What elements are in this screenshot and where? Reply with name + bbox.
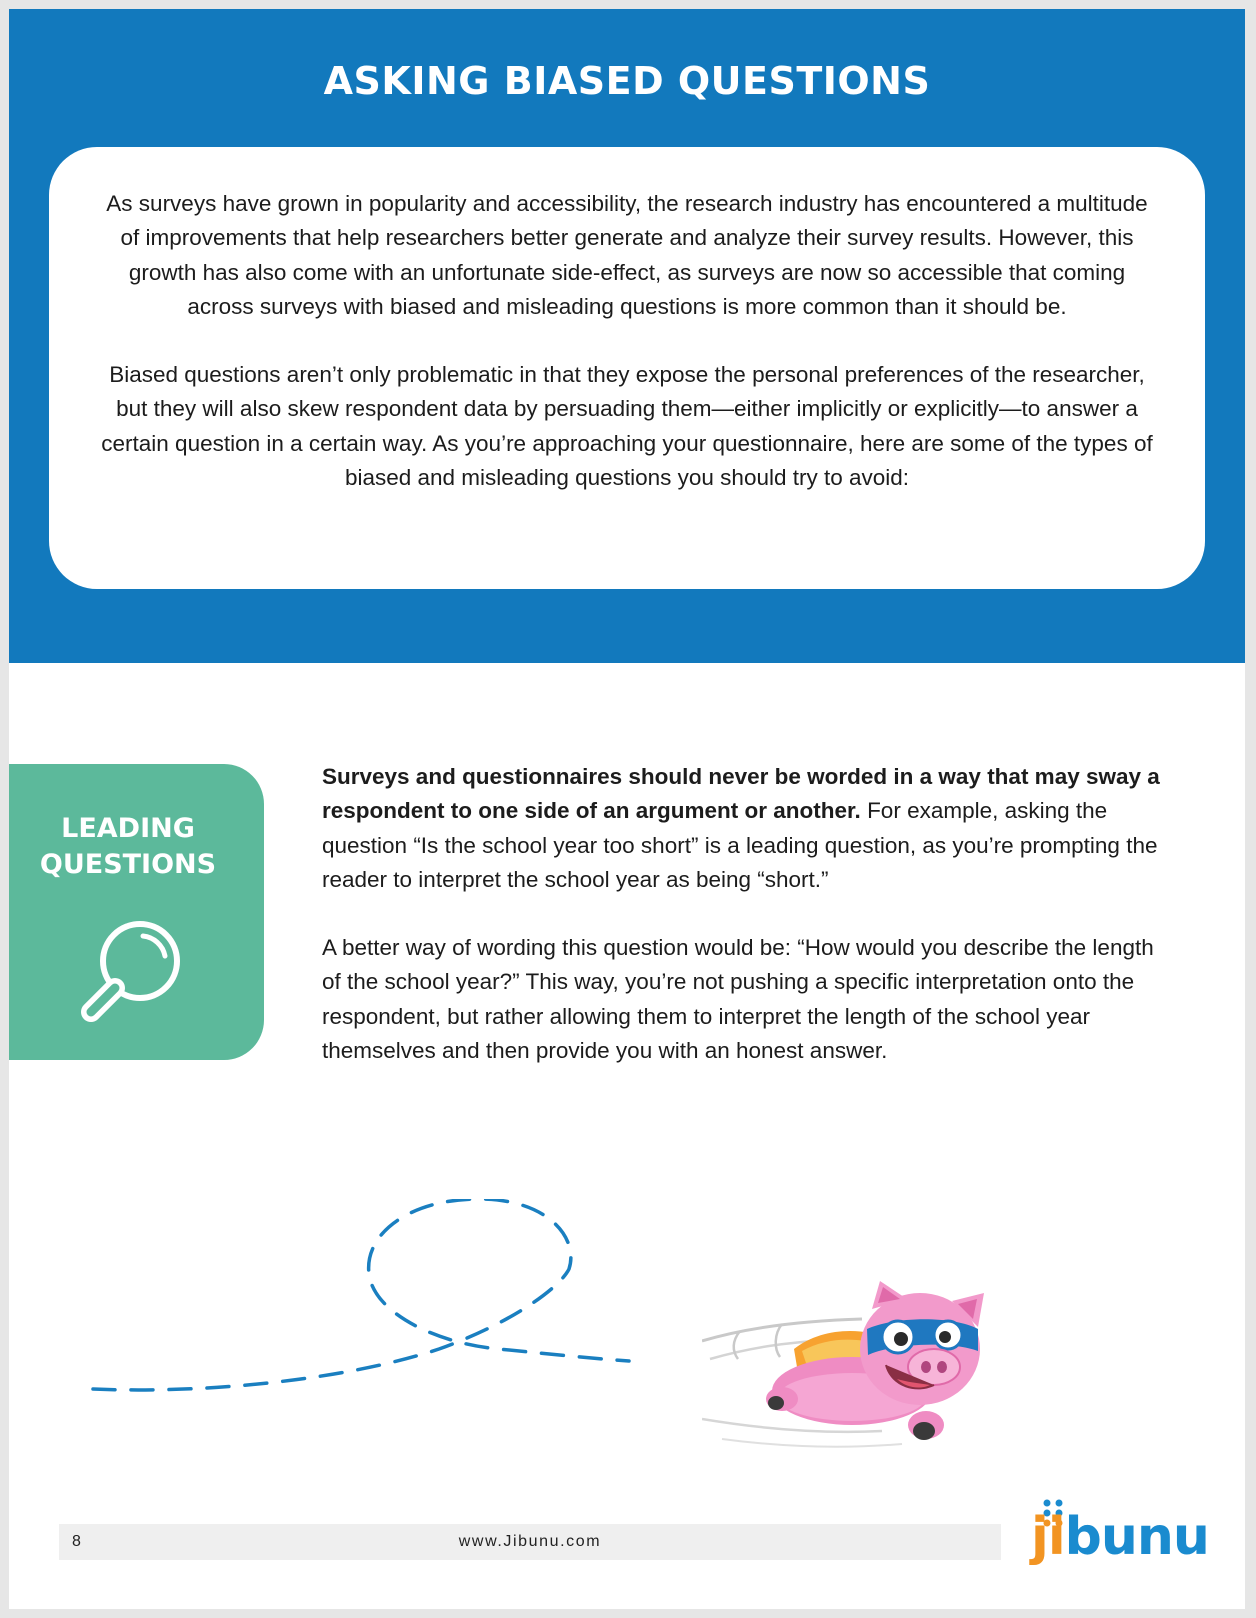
section-title — [9, 811, 247, 883]
magnifier-icon — [71, 910, 191, 1030]
header-banner — [9, 9, 1245, 663]
flying-pig-mascot — [702, 1279, 1022, 1464]
dashed-flight-path — [89, 1199, 669, 1439]
section-lead-rest: For example, asking the question “Is the school year too short” is a leading question, as you’re prompting the reader to interpret the school year as being “short.” — [322, 798, 1158, 892]
intro-paragraph-1: As surveys have grown in popularity and accessibility, the research industry has encountered a multitude of improvements that help researchers better generate and analyze their survey results. However, this growth has also come with an unfortunate side-effect, as surveys are now so accessible that coming across surveys with biased and misleading questions is more common than it should be. — [106, 191, 1148, 319]
section-paragraph-2: A better way of wording this question would be: “How would you describe the length of the school year?” This way, you’re not pushing a specific interpretation onto the respondent, but rather allowing them to interpret the length of the school year themselves and then provide you with an honest answer. — [322, 935, 1154, 1064]
intro-paragraph-2: Biased questions aren’t only problematic in that they expose the personal preferences of the researcher, but they will also skew respondent data by persuading them—either implicitly or explicitly—to answer a certain question in a certain way. As you’re approaching your questionnaire, here are some of the types of biased and misleading questions you should try to avoid: — [101, 362, 1153, 491]
logo-wordmark — [1031, 1507, 1209, 1567]
page — [9, 9, 1245, 1609]
intro-card — [49, 147, 1205, 589]
section-title-line-2: QUESTIONS — [39, 849, 217, 880]
section-body — [322, 760, 1162, 1102]
page-number: 8 — [72, 1533, 81, 1550]
jibunu-logo[interactable] — [1029, 1499, 1229, 1579]
section-paragraph-1 — [322, 760, 1162, 897]
footer-url-link[interactable]: www.Jibunu.com — [458, 1533, 602, 1550]
section-bold-lead: Surveys and questionnaires should never be worded in a way that may sway a respondent to one side of an argument or another. — [322, 764, 1160, 824]
footer-bar — [59, 1524, 1001, 1560]
intro-text — [99, 187, 1155, 529]
logo-ji: ji — [1031, 1507, 1065, 1567]
section-title-line-1: LEADING — [61, 813, 195, 844]
page-title: ASKING BIASED QUESTIONS — [323, 59, 931, 103]
leading-questions-card — [9, 764, 264, 1060]
logo-bunu: bunu — [1064, 1507, 1209, 1567]
